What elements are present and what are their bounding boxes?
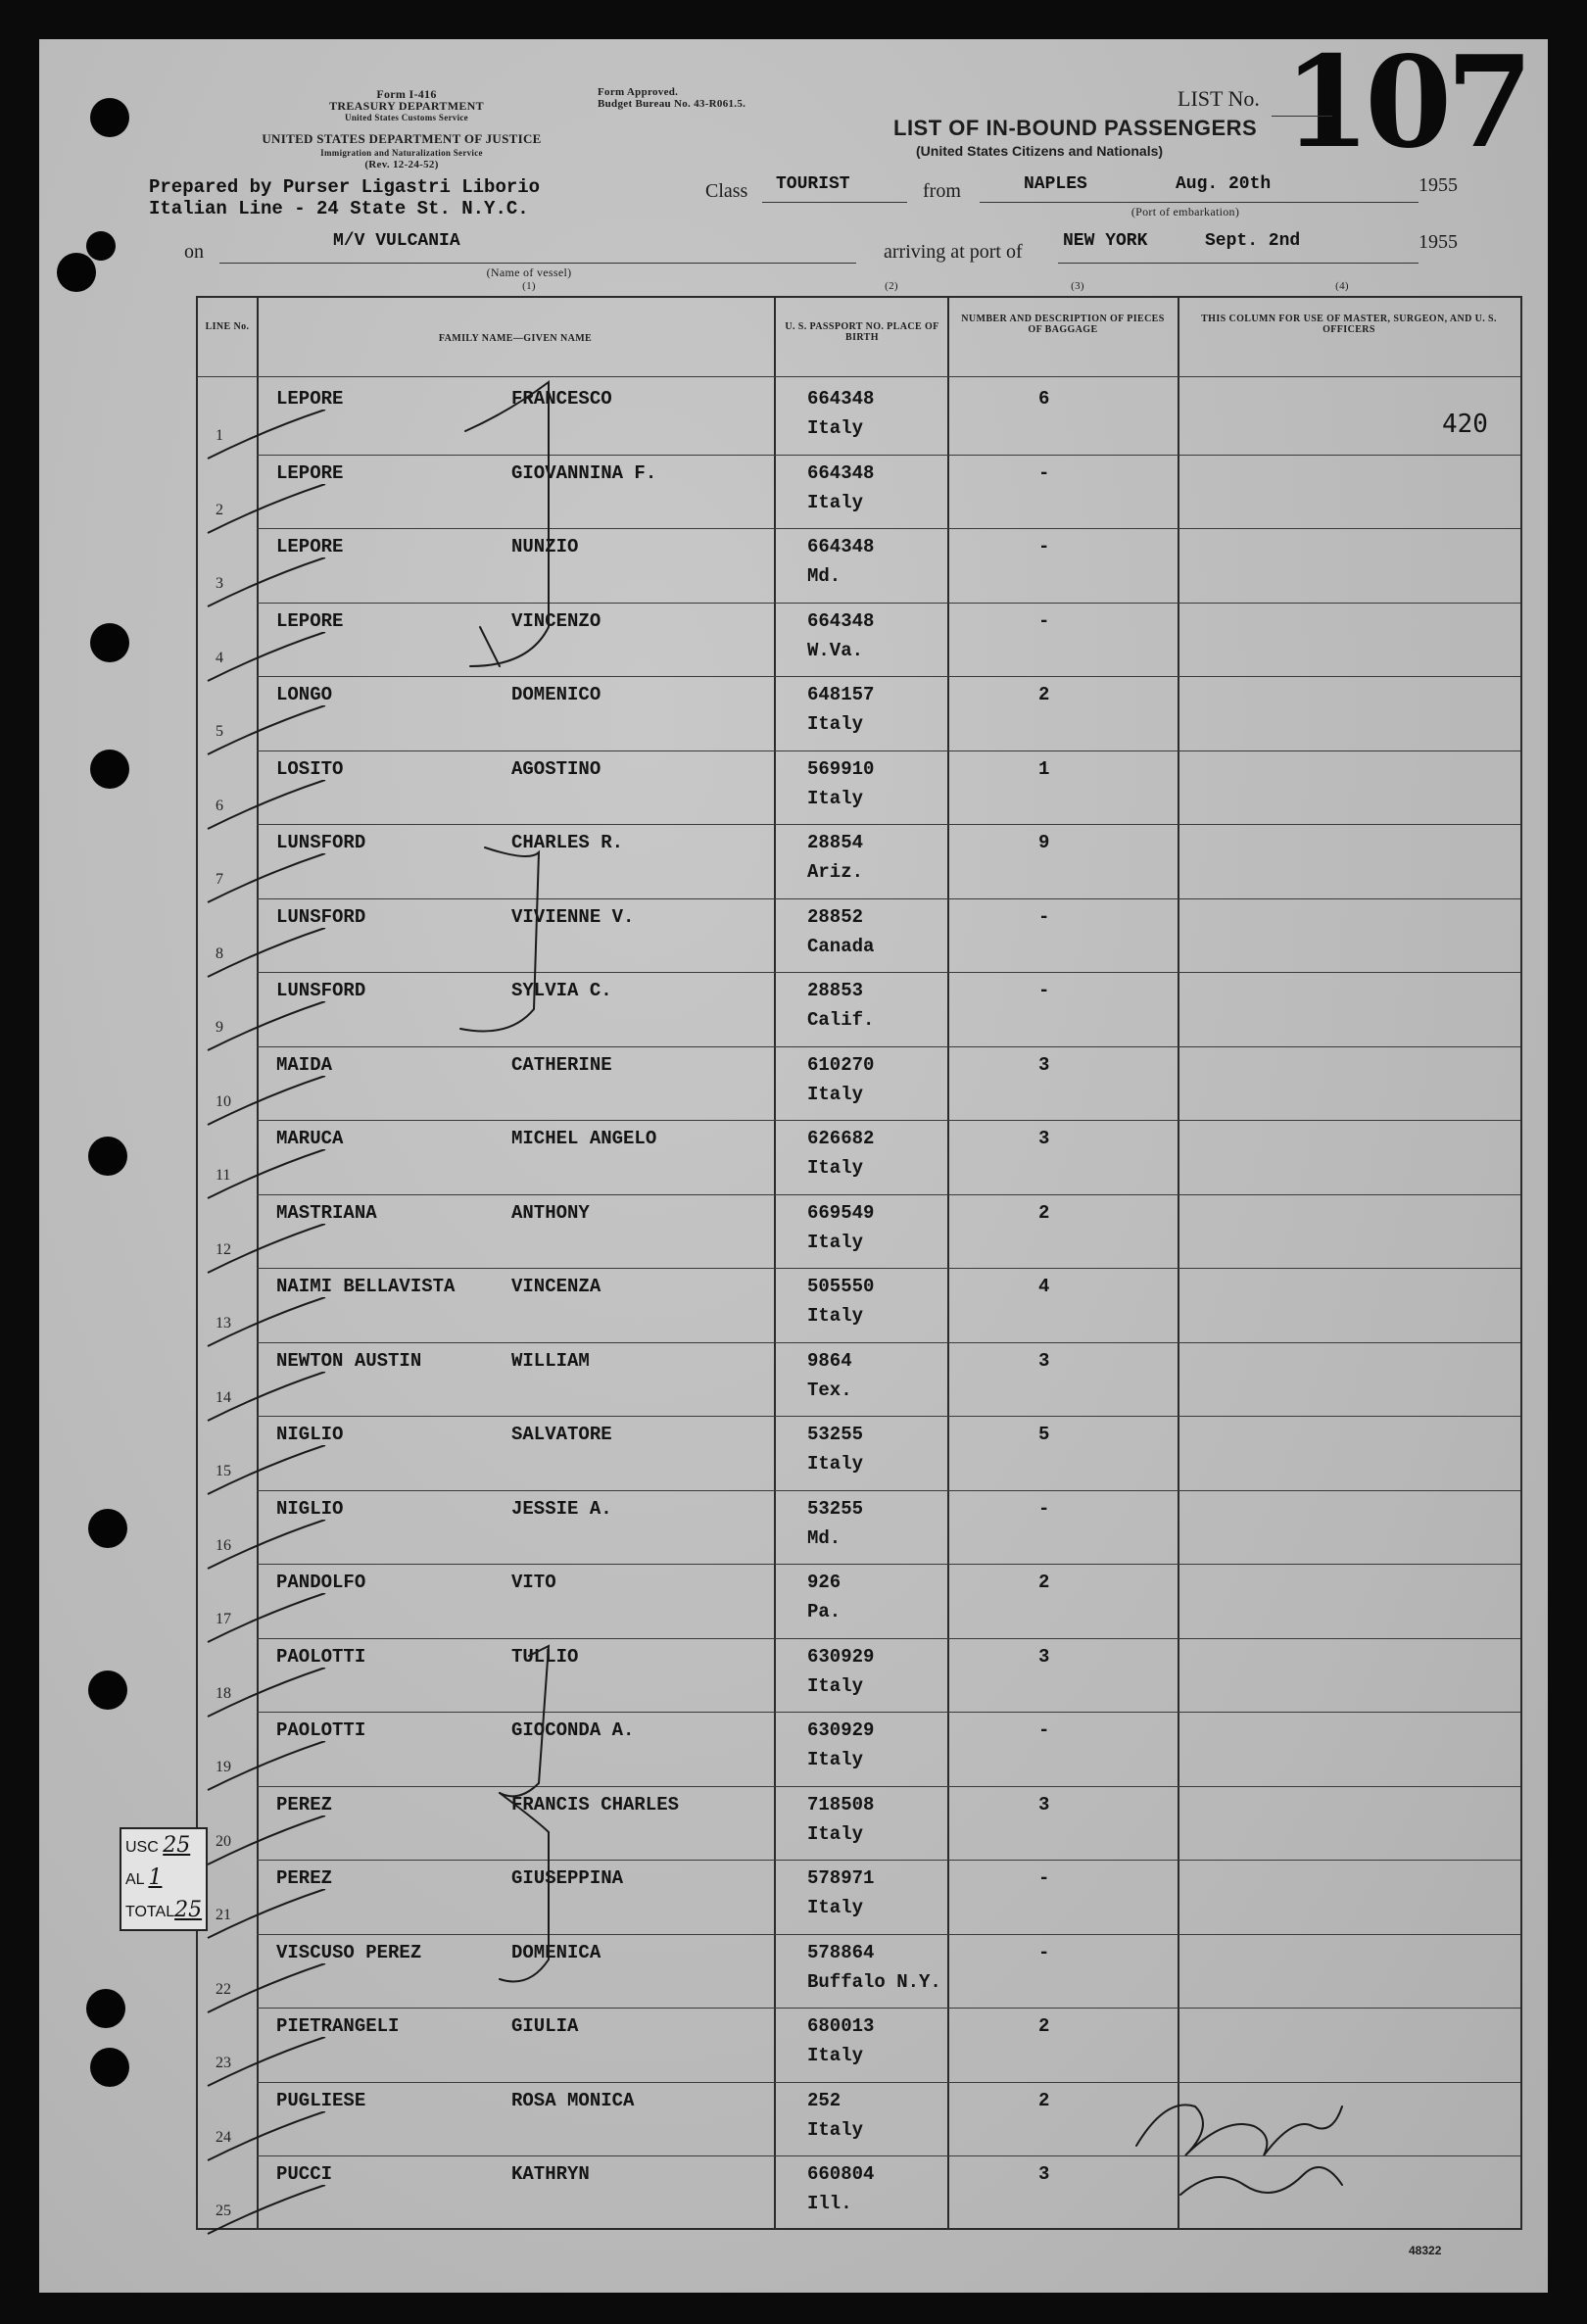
passport-number: 630929 [807,1719,875,1741]
line-number: 8 [216,944,223,962]
family-name: PUCCI [276,2163,333,2185]
embark-year: 1955 [1419,174,1458,196]
baggage-count: 3 [1038,1645,1050,1668]
given-name: SALVATORE [511,1424,612,1445]
line-number: 9 [216,1019,223,1036]
given-name: GIOCONDA A. [511,1719,635,1741]
baggage-count: 3 [1038,2163,1050,2185]
family-name: MASTRIANA [276,1201,377,1224]
family-name: LONGO [276,684,333,705]
form-number: Form I-416 [376,87,437,101]
given-name: ANTHONY [511,1201,590,1224]
given-name: AGOSTINO [511,757,601,780]
table-row [198,1860,1520,1934]
binder-hole [90,2048,129,2087]
place-of-birth: Ariz. [807,861,864,883]
place-of-birth: Italy [807,491,864,513]
class-value: TOURIST [776,174,850,194]
place-of-birth: Italy [807,1305,864,1327]
line-number: 17 [216,1611,231,1627]
given-name: WILLIAM [511,1349,590,1372]
tally-total: TOTAL25 [125,1898,203,1922]
passenger-table [196,296,1522,2230]
given-name: NUNZIO [511,536,579,557]
baggage-count: - [1038,461,1050,484]
line-number: 12 [216,1240,231,1258]
place-of-birth: Ill. [807,2193,852,2214]
given-name: VINCENZA [511,1276,601,1297]
passport-number: 680013 [807,2015,875,2037]
place-of-birth: Italy [807,1749,864,1770]
baggage-count: 2 [1038,2089,1050,2111]
table-row [198,1268,1520,1342]
family-name: NIGLIO [276,1424,344,1445]
given-name: ROSA MONICA [511,2089,635,2111]
given-name: VINCENZO [511,609,601,632]
list-number: 107 [1283,29,1528,176]
line-number: 2 [216,501,223,518]
family-name: MAIDA [276,1053,333,1076]
baggage-count: 6 [1038,388,1050,410]
passport-number: 718508 [807,1793,875,1816]
table-row [198,1342,1520,1417]
line-number: 20 [216,1832,231,1850]
place-of-birth: Tex. [807,1379,852,1401]
check-mark [198,2185,355,2244]
place-of-birth: Italy [807,1157,864,1179]
col4-number: (4) [1335,280,1349,292]
family-name: LOSITO [276,757,344,780]
table-row [198,898,1520,973]
passport-number: 664348 [807,461,875,484]
family-name: VISCUSO PEREZ [276,1941,422,1963]
place-of-birth: Calif. [807,1009,875,1031]
header-name: FAMILY NAME—GIVEN NAME [438,333,593,344]
header-baggage: NUMBER AND DESCRIPTION OF PIECES OF BAGGAGE [961,314,1165,335]
place-of-birth: Md. [807,1526,842,1549]
given-name: GIOVANNINA F. [511,461,657,484]
tally-usc: USC 25 [125,1833,191,1858]
line-number: 10 [216,1092,231,1110]
given-name: GIULIA [511,2015,579,2037]
passport-number: 28853 [807,980,864,1001]
vessel-name: M/V VULCANIA [333,231,460,251]
passport-number: 630929 [807,1645,875,1668]
page-title: LIST OF IN-BOUND PASSENGERS [893,116,1258,140]
place-of-birth: Buffalo N.Y. [807,1970,941,1993]
line-number: 21 [216,1907,231,1923]
binder-hole [86,1989,125,2028]
place-of-birth: Italy [807,1231,864,1253]
place-of-birth: Italy [807,1453,864,1475]
baggage-count: 2 [1038,1572,1050,1593]
baggage-count: - [1038,1941,1050,1963]
line-number: 24 [216,2128,231,2146]
table-row [198,1416,1520,1490]
arrival-year: 1955 [1419,231,1458,253]
col2-number: (2) [885,280,898,292]
place-of-birth: W.Va. [807,639,864,661]
baggage-count: 3 [1038,1349,1050,1372]
form-approved: Form Approved. [598,86,679,98]
place-of-birth: Italy [807,2045,864,2066]
page-subtitle: (United States Citizens and Nationals) [916,143,1164,159]
baggage-count: 9 [1038,832,1050,853]
given-name: JESSIE A. [511,1497,612,1520]
line-number: 19 [216,1759,231,1775]
header-line-no: LINE No. [205,321,250,332]
passport-number: 610270 [807,1053,875,1076]
binder-hole [90,98,129,137]
manifest-page [39,29,1548,2293]
table-row [198,1638,1520,1713]
table-row [198,455,1520,529]
header-passport: U. S. PASSPORT NO. PLACE OF BIRTH [785,321,939,343]
place-of-birth: Italy [807,1674,864,1697]
officer-note: 420 [1442,410,1488,439]
form-revision: (Rev. 12-24-52) [364,159,439,170]
baggage-count: - [1038,980,1050,1001]
given-name: DOMENICA [511,1941,601,1963]
family-name: NAIMI BELLAVISTA [276,1276,456,1297]
line-number: 7 [216,871,223,888]
given-name: GIUSEPPINA [511,1867,624,1889]
baggage-count: 4 [1038,1276,1050,1297]
passport-number: 664348 [807,388,875,410]
binder-hole [88,1509,127,1548]
given-name: TULLIO [511,1645,579,1668]
passport-number: 9864 [807,1349,852,1372]
line-number: 23 [216,2055,231,2071]
tally-al: AL 1 [125,1865,163,1890]
justice-dept: UNITED STATES DEPARTMENT OF JUSTICE [262,131,542,146]
prepared-by: Prepared by Purser Ligastri Liborio [149,176,541,198]
baggage-count: - [1038,609,1050,632]
header-officers: THIS COLUMN FOR USE OF MASTER, SURGEON, AND U. S. OFFICERS [1201,314,1497,335]
family-name: PAOLOTTI [276,1719,366,1741]
binder-hole [88,1670,127,1710]
place-of-birth: Pa. [807,1601,842,1622]
given-name: FRANCIS CHARLES [511,1793,680,1816]
family-name: PEREZ [276,1793,333,1816]
passport-number: 569910 [807,757,875,780]
family-name: LEPORE [276,536,344,557]
place-of-birth: Italy [807,713,864,735]
line-number: 16 [216,1536,231,1554]
passport-number: 578971 [807,1867,875,1889]
baggage-count: 2 [1038,2015,1050,2037]
line-number: 14 [216,1388,231,1406]
line-number: 1 [216,427,223,444]
page-stamp-number: 48322 [1409,2244,1442,2257]
from-label: from [923,180,961,202]
baggage-count: 2 [1038,1201,1050,1224]
binder-hole [90,623,129,662]
line-number: 25 [216,2203,231,2219]
place-of-birth: Canada [807,935,875,957]
given-name: KATHRYN [511,2163,590,2185]
table-row [198,380,1520,455]
table-row [198,1564,1520,1638]
passport-number: 926 [807,1572,842,1593]
passport-number: 664348 [807,536,875,557]
line-number: 15 [216,1463,231,1479]
family-name: LUNSFORD [276,980,366,1001]
place-of-birth: Italy [807,1822,864,1845]
table-row [198,2008,1520,2082]
passport-number: 664348 [807,609,875,632]
port-embark-caption: (Port of embarkation) [1130,205,1240,218]
family-name: PAOLOTTI [276,1645,366,1668]
baggage-count: 3 [1038,1128,1050,1149]
line-number: 18 [216,1684,231,1702]
family-name: PUGLIESE [276,2089,366,2111]
arriving-label: arriving at port of [884,241,1023,263]
ins-service: Immigration and Naturalization Service [320,148,483,158]
table-row [198,1194,1520,1269]
family-name: NEWTON AUSTIN [276,1349,422,1372]
line-number: 5 [216,723,223,740]
arrival-port: NEW YORK [1063,231,1148,251]
budget-bureau: Budget Bureau No. 43-R061.5. [598,98,746,110]
embark-port: NAPLES [1024,174,1087,194]
line-number: 11 [216,1167,231,1184]
table-row [198,2155,1520,2230]
passport-number: 53255 [807,1424,864,1445]
baggage-count: - [1038,1497,1050,1520]
table-row [198,972,1520,1046]
vessel-caption: (Name of vessel) [486,266,572,279]
family-name: NIGLIO [276,1497,344,1520]
binder-hole [57,253,96,292]
place-of-birth: Italy [807,2118,864,2141]
class-label: Class [705,180,748,202]
given-name: VIVIENNE V. [511,905,635,928]
table-row [198,1490,1520,1565]
baggage-count: 1 [1038,757,1050,780]
baggage-count: - [1038,536,1050,557]
table-row [198,1120,1520,1194]
passport-number: 669549 [807,1201,875,1224]
table-row [198,750,1520,825]
given-name: CATHERINE [511,1053,612,1076]
baggage-count: 3 [1038,1793,1050,1816]
table-row [198,2082,1520,2156]
line-number: 4 [216,649,223,666]
embark-date: Aug. 20th [1176,174,1272,194]
shipping-line: Italian Line - 24 State St. N.Y.C. [149,198,529,219]
list-no-label: LIST No. [1178,86,1260,111]
table-row [198,528,1520,603]
family-name: LEPORE [276,609,344,632]
passport-number: 648157 [807,684,875,705]
col1-number: (1) [522,280,536,292]
on-label: on [184,241,204,263]
tally-box [120,1827,208,1931]
baggage-count: - [1038,905,1050,928]
given-name: MICHEL ANGELO [511,1128,657,1149]
table-row [198,676,1520,750]
family-name: PIETRANGELI [276,2015,400,2037]
passport-number: 578864 [807,1941,875,1963]
table-row [198,603,1520,677]
table-row [198,1786,1520,1861]
given-name: CHARLES R. [511,832,624,853]
family-name: PANDOLFO [276,1572,366,1593]
arrival-date: Sept. 2nd [1205,231,1301,251]
line-number: 6 [216,797,223,814]
binder-hole [86,231,116,261]
family-name: LUNSFORD [276,832,366,853]
given-name: VITO [511,1572,556,1593]
table-row [198,824,1520,898]
passport-number: 53255 [807,1497,864,1520]
baggage-count: 5 [1038,1424,1050,1445]
family-name: PEREZ [276,1867,333,1889]
place-of-birth: Italy [807,1897,864,1918]
passport-number: 28852 [807,905,864,928]
passport-number: 252 [807,2089,842,2111]
baggage-count: 2 [1038,684,1050,705]
passport-number: 626682 [807,1128,875,1149]
treasury-dept: TREASURY DEPARTMENT [329,99,484,113]
line-number: 22 [216,1980,231,1998]
table-row [198,1046,1520,1121]
given-name: SYLVIA C. [511,980,612,1001]
passport-number: 660804 [807,2163,875,2185]
col3-number: (3) [1071,280,1084,292]
baggage-count: - [1038,1867,1050,1889]
baggage-count: - [1038,1719,1050,1741]
table-row [198,1712,1520,1786]
baggage-count: 3 [1038,1053,1050,1076]
binder-hole [88,1137,127,1176]
family-name: LEPORE [276,388,344,410]
line-number: 13 [216,1315,231,1331]
family-name: LEPORE [276,461,344,484]
place-of-birth: Md. [807,565,842,587]
family-name: LUNSFORD [276,905,366,928]
line-number: 3 [216,575,223,592]
passport-number: 28854 [807,832,864,853]
given-name: DOMENICO [511,684,601,705]
customs-service: United States Customs Service [345,113,468,122]
family-name: MARUCA [276,1128,344,1149]
place-of-birth: Italy [807,787,864,809]
place-of-birth: Italy [807,417,864,439]
binder-hole [90,750,129,789]
given-name: FRANCESCO [511,388,612,410]
table-row [198,1934,1520,2009]
passport-number: 505550 [807,1276,875,1297]
place-of-birth: Italy [807,1083,864,1105]
